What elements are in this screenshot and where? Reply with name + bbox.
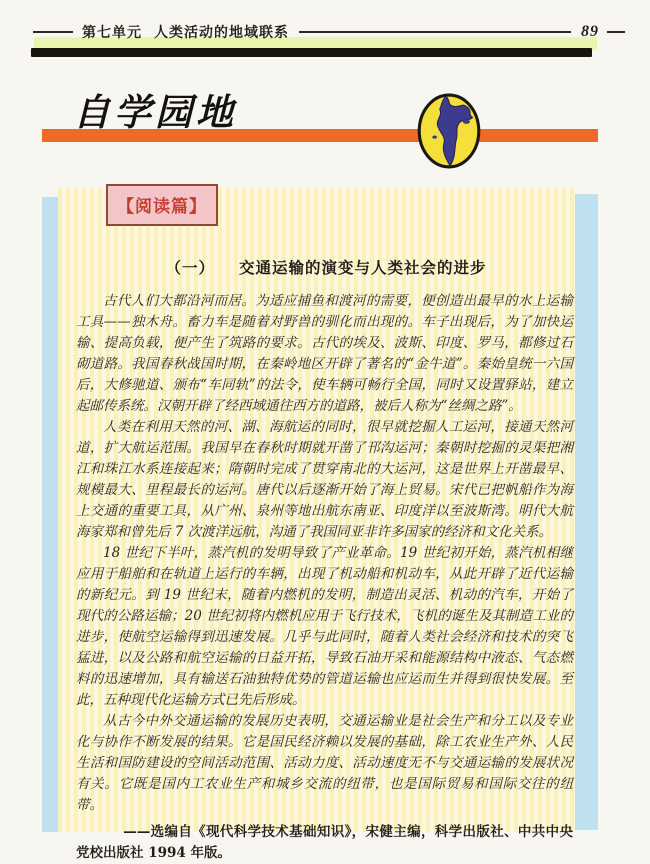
unit-title: 人类活动的地域联系 — [154, 24, 289, 40]
section-label: 【阅读篇】 — [106, 184, 218, 226]
header-rule-right — [607, 31, 625, 33]
article-body — [76, 291, 573, 864]
header-rule-middle — [299, 31, 571, 33]
page-title: 自学园地 — [73, 90, 237, 134]
article-paragraph: 18 世纪下半叶，蒸汽机的发明导致了产业革命。19 世纪初开始，蒸汽机相继应用于船舶和在轨道上运行的车辆，出现了机动船和机动车，从此开辟了近代运输的新纪元。到 19 世纪末，随着内燃机的发明，制造出灵活、机动的汽车，开始了现代的公路运输；20 世纪初将内燃机应用于飞行技术，飞机的诞生及其制造工业的进步，使航空运输得到迅速发展。几乎与此同时，随着人类社会经济和技术的突飞猛进，以及公路和航空运输的日益开拓，导致石油开采和能源结构中液态、气态燃料的迅速增加，具有输送石油独特优势的管道运输也应运而生并得到很快发展。至此，五种现代化运输方式已先后形成。 — [76, 545, 573, 708]
article-attribution: ——选编自《现代科学技术基础知识》，宋健主编，科学出版社、中共中央党校出版社 1994 年版。 — [76, 824, 573, 861]
panel-border-right — [573, 194, 598, 830]
globe-icon — [416, 92, 482, 170]
header-black-bar — [31, 48, 592, 57]
page-number: 89 — [581, 23, 599, 40]
article-heading-title: 交通运输的演变与人类社会的进步 — [239, 260, 487, 277]
header-rule-left — [33, 31, 73, 33]
unit-label: 第七单元 — [82, 24, 142, 40]
page-header — [33, 22, 625, 42]
article-heading — [76, 256, 576, 278]
article-paragraph: 古代人们大都沿河而居。为适应捕鱼和渡河的需要，便创造出最早的水上运输工具——独木舟。畜力车是随着对野兽的驯化而出现的。车子出现后，为了加快运输、提高负载，便产生了筑路的要求。古代的埃及、波斯、印度、罗马，都修过石砌道路。我国春秋战国时期，在秦岭地区开辟了著名的“金牛道”。秦始皇统一六国后，大修驰道、颁布“车同轨”的法令，使车辆可畅行全国，同时又设置驿站，建立起邮传系统。汉朝开辟了经西域通往西方的道路，被后人称为“丝绸之路”。 — [76, 293, 573, 414]
article-paragraph: 人类在利用天然的河、湖、海航运的同时，很早就挖掘人工运河，接通天然河道，扩大航运范围。我国早在春秋时期就开凿了邗沟运河；秦朝时挖掘的灵渠把湘江和珠江水系连接起来；隋朝时完成了贯穿南北的大运河，这是世界上开凿最早、规模最大、里程最长的运河。唐代以后逐渐开始了海上贸易。宋代已把帆船作为海上交通的重要工具，从广州、泉州等地出航东南亚、印度洋以至波斯湾。明代大航海家郑和曾先后 7 次渡洋远航，沟通了我国同亚非许多国家的经济和文化关系。 — [76, 419, 573, 540]
article-paragraph: 从古今中外交通运输的发展历史表明，交通运输业是社会生产和分工以及专业化与协作不断发展的结果。它是国民经济赖以发展的基础，除工农业生产外、人民生活和国防建设的空间活动范围、活动力度、活动速度无不与交通运输的发展状况有关。它既是国内工农业生产和城乡交流的纽带，也是国际贸易和国际交往的纽带。 — [76, 713, 573, 813]
article-heading-number: （一） — [165, 260, 215, 277]
